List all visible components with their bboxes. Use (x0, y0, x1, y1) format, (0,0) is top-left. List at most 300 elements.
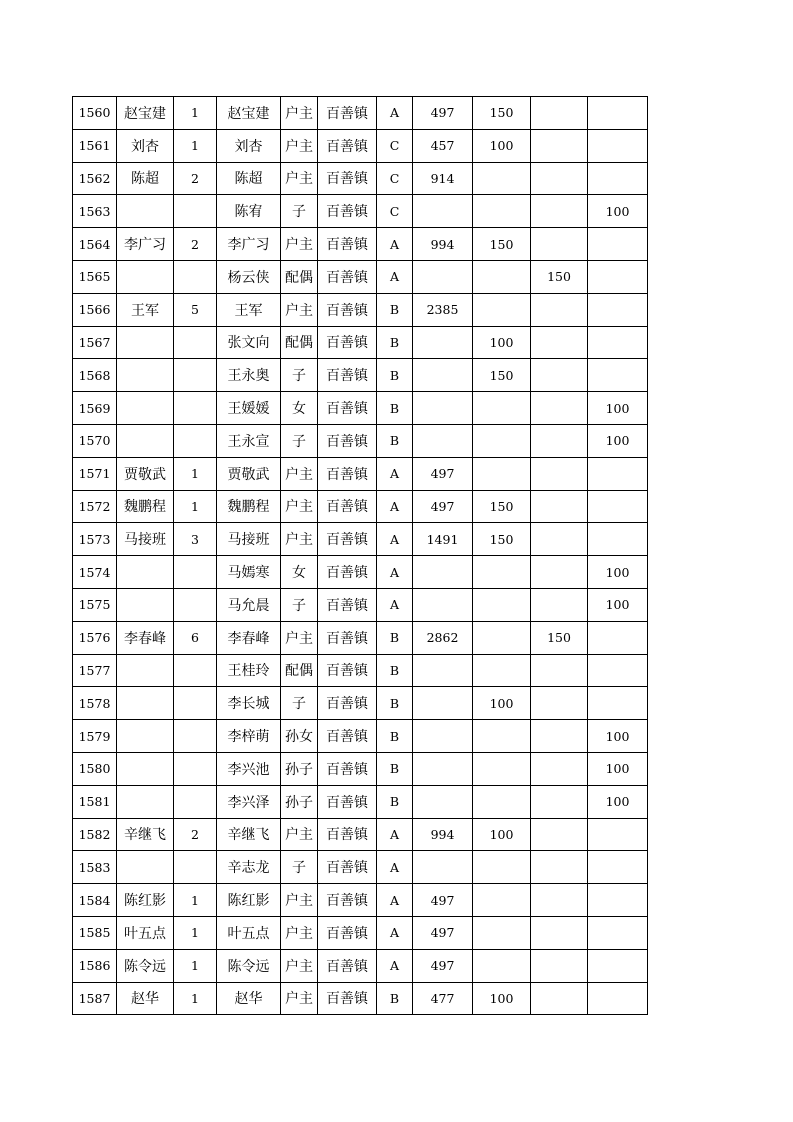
amount-col2-cell (531, 687, 588, 720)
member-name-cell: 杨云侠 (217, 260, 281, 293)
household-size-cell (174, 687, 217, 720)
household-size-cell: 6 (174, 621, 217, 654)
amount-col3-cell: 100 (588, 752, 648, 785)
member-name-cell: 辛志龙 (217, 851, 281, 884)
category-cell: A (377, 490, 413, 523)
household-size-cell: 1 (174, 490, 217, 523)
household-head-cell (117, 392, 174, 425)
table-row (73, 326, 648, 359)
household-head-cell: 陈超 (117, 162, 174, 195)
household-head-cell: 李春峰 (117, 621, 174, 654)
town-cell: 百善镇 (318, 884, 377, 917)
amount-col2-cell (531, 228, 588, 261)
amount-col2-cell (531, 293, 588, 326)
household-size-cell (174, 588, 217, 621)
relation-cell: 户主 (281, 97, 318, 130)
amount-total-cell (413, 752, 473, 785)
amount-total-cell (413, 720, 473, 753)
member-name-cell: 李春峰 (217, 621, 281, 654)
amount-col3-cell (588, 982, 648, 1015)
member-name-cell: 刘杏 (217, 129, 281, 162)
category-cell: B (377, 785, 413, 818)
category-cell: A (377, 228, 413, 261)
table-row (73, 490, 648, 523)
amount-col2-cell: 150 (531, 260, 588, 293)
table-row (73, 556, 648, 589)
serial-cell: 1576 (73, 621, 117, 654)
town-cell: 百善镇 (318, 949, 377, 982)
amount-col3-cell (588, 916, 648, 949)
amount-col2-cell (531, 982, 588, 1015)
amount-col1-cell: 100 (473, 818, 531, 851)
amount-col2-cell (531, 490, 588, 523)
table-row (73, 97, 648, 130)
table-row (73, 884, 648, 917)
member-name-cell: 王永宣 (217, 424, 281, 457)
town-cell: 百善镇 (318, 424, 377, 457)
amount-col1-cell (473, 392, 531, 425)
household-head-cell: 叶五点 (117, 916, 174, 949)
town-cell: 百善镇 (318, 523, 377, 556)
relation-cell: 子 (281, 588, 318, 621)
town-cell: 百善镇 (318, 195, 377, 228)
amount-col2-cell (531, 884, 588, 917)
amount-col1-cell: 100 (473, 687, 531, 720)
relation-cell: 户主 (281, 228, 318, 261)
amount-total-cell (413, 326, 473, 359)
relation-cell: 子 (281, 195, 318, 228)
amount-total-cell (413, 851, 473, 884)
relation-cell: 户主 (281, 523, 318, 556)
household-head-cell (117, 359, 174, 392)
amount-col1-cell: 150 (473, 97, 531, 130)
amount-col3-cell (588, 326, 648, 359)
household-head-cell: 王军 (117, 293, 174, 326)
serial-cell: 1566 (73, 293, 117, 326)
table-row (73, 752, 648, 785)
table-row (73, 162, 648, 195)
amount-total-cell: 457 (413, 129, 473, 162)
household-size-cell: 2 (174, 162, 217, 195)
household-head-cell (117, 424, 174, 457)
serial-cell: 1568 (73, 359, 117, 392)
category-cell: A (377, 457, 413, 490)
serial-cell: 1584 (73, 884, 117, 917)
town-cell: 百善镇 (318, 982, 377, 1015)
household-size-cell: 1 (174, 129, 217, 162)
amount-total-cell (413, 654, 473, 687)
amount-col2-cell (531, 326, 588, 359)
serial-cell: 1562 (73, 162, 117, 195)
amount-col3-cell: 100 (588, 785, 648, 818)
category-cell: A (377, 556, 413, 589)
member-name-cell: 马嫣寒 (217, 556, 281, 589)
member-name-cell: 马允晨 (217, 588, 281, 621)
amount-total-cell: 477 (413, 982, 473, 1015)
serial-cell: 1560 (73, 97, 117, 130)
amount-total-cell: 2385 (413, 293, 473, 326)
table-row (73, 916, 648, 949)
amount-col3-cell (588, 818, 648, 851)
member-name-cell: 李梓萌 (217, 720, 281, 753)
table-row (73, 424, 648, 457)
amount-col3-cell (588, 851, 648, 884)
amount-total-cell: 914 (413, 162, 473, 195)
category-cell: C (377, 162, 413, 195)
serial-cell: 1563 (73, 195, 117, 228)
category-cell: B (377, 687, 413, 720)
town-cell: 百善镇 (318, 851, 377, 884)
household-head-cell (117, 720, 174, 753)
member-name-cell: 张文向 (217, 326, 281, 359)
member-name-cell: 王桂玲 (217, 654, 281, 687)
household-head-cell: 贾敬武 (117, 457, 174, 490)
table-row (73, 195, 648, 228)
amount-total-cell (413, 424, 473, 457)
relation-cell: 户主 (281, 982, 318, 1015)
amount-col2-cell (531, 916, 588, 949)
household-head-cell (117, 654, 174, 687)
relation-cell: 户主 (281, 457, 318, 490)
amount-col3-cell (588, 260, 648, 293)
amount-col1-cell (473, 851, 531, 884)
category-cell: B (377, 424, 413, 457)
table-row (73, 720, 648, 753)
serial-cell: 1561 (73, 129, 117, 162)
relation-cell: 户主 (281, 621, 318, 654)
amount-total-cell (413, 195, 473, 228)
amount-total-cell: 497 (413, 884, 473, 917)
relation-cell: 孙子 (281, 785, 318, 818)
relation-cell: 子 (281, 851, 318, 884)
relation-cell: 配偶 (281, 326, 318, 359)
relation-cell: 户主 (281, 916, 318, 949)
amount-col2-cell (531, 195, 588, 228)
amount-total-cell (413, 260, 473, 293)
category-cell: A (377, 818, 413, 851)
amount-col1-cell (473, 162, 531, 195)
category-cell: A (377, 97, 413, 130)
household-head-cell: 陈令远 (117, 949, 174, 982)
relation-cell: 户主 (281, 490, 318, 523)
amount-total-cell (413, 785, 473, 818)
amount-col2-cell (531, 851, 588, 884)
category-cell: B (377, 752, 413, 785)
amount-col3-cell (588, 162, 648, 195)
amount-total-cell: 497 (413, 97, 473, 130)
serial-cell: 1581 (73, 785, 117, 818)
serial-cell: 1571 (73, 457, 117, 490)
table-row (73, 949, 648, 982)
serial-cell: 1575 (73, 588, 117, 621)
household-head-cell (117, 326, 174, 359)
amount-col2-cell (531, 359, 588, 392)
relation-cell: 配偶 (281, 260, 318, 293)
category-cell: A (377, 523, 413, 556)
town-cell: 百善镇 (318, 129, 377, 162)
town-cell: 百善镇 (318, 457, 377, 490)
relation-cell: 户主 (281, 818, 318, 851)
category-cell: C (377, 195, 413, 228)
amount-col1-cell (473, 720, 531, 753)
amount-col1-cell (473, 785, 531, 818)
household-head-cell: 马接班 (117, 523, 174, 556)
member-name-cell: 马接班 (217, 523, 281, 556)
amount-col3-cell: 100 (588, 195, 648, 228)
amount-col1-cell: 100 (473, 326, 531, 359)
town-cell: 百善镇 (318, 621, 377, 654)
household-head-cell: 陈红影 (117, 884, 174, 917)
town-cell: 百善镇 (318, 785, 377, 818)
serial-cell: 1570 (73, 424, 117, 457)
serial-cell: 1564 (73, 228, 117, 261)
category-cell: B (377, 621, 413, 654)
table-row (73, 851, 648, 884)
amount-col3-cell: 100 (588, 392, 648, 425)
table-row (73, 392, 648, 425)
amount-col3-cell (588, 97, 648, 130)
member-name-cell: 贾敬武 (217, 457, 281, 490)
serial-cell: 1572 (73, 490, 117, 523)
amount-col1-cell (473, 457, 531, 490)
amount-total-cell (413, 359, 473, 392)
amount-col2-cell (531, 720, 588, 753)
town-cell: 百善镇 (318, 260, 377, 293)
household-size-cell: 1 (174, 457, 217, 490)
serial-cell: 1573 (73, 523, 117, 556)
household-size-cell (174, 720, 217, 753)
member-name-cell: 辛继飞 (217, 818, 281, 851)
town-cell: 百善镇 (318, 588, 377, 621)
amount-col3-cell (588, 129, 648, 162)
household-size-cell (174, 260, 217, 293)
household-size-cell (174, 556, 217, 589)
amount-col3-cell (588, 884, 648, 917)
category-cell: A (377, 916, 413, 949)
relation-cell: 孙子 (281, 752, 318, 785)
serial-cell: 1578 (73, 687, 117, 720)
table-row (73, 228, 648, 261)
household-size-cell (174, 654, 217, 687)
serial-cell: 1569 (73, 392, 117, 425)
table-body (73, 97, 648, 1015)
town-cell: 百善镇 (318, 916, 377, 949)
member-name-cell: 李兴池 (217, 752, 281, 785)
amount-col2-cell (531, 97, 588, 130)
town-cell: 百善镇 (318, 97, 377, 130)
town-cell: 百善镇 (318, 752, 377, 785)
amount-col1-cell (473, 949, 531, 982)
town-cell: 百善镇 (318, 654, 377, 687)
amount-col1-cell: 150 (473, 359, 531, 392)
member-name-cell: 赵华 (217, 982, 281, 1015)
category-cell: C (377, 129, 413, 162)
category-cell: B (377, 982, 413, 1015)
member-name-cell: 王媛媛 (217, 392, 281, 425)
relation-cell: 子 (281, 687, 318, 720)
amount-total-cell: 497 (413, 490, 473, 523)
household-size-cell (174, 851, 217, 884)
member-name-cell: 李广习 (217, 228, 281, 261)
town-cell: 百善镇 (318, 818, 377, 851)
amount-total-cell: 994 (413, 818, 473, 851)
serial-cell: 1583 (73, 851, 117, 884)
table-row (73, 982, 648, 1015)
amount-col1-cell: 150 (473, 228, 531, 261)
category-cell: B (377, 392, 413, 425)
relation-cell: 孙女 (281, 720, 318, 753)
member-name-cell: 魏鹏程 (217, 490, 281, 523)
amount-col1-cell (473, 260, 531, 293)
town-cell: 百善镇 (318, 162, 377, 195)
category-cell: B (377, 326, 413, 359)
category-cell: B (377, 654, 413, 687)
serial-cell: 1567 (73, 326, 117, 359)
table-row (73, 293, 648, 326)
household-size-cell: 2 (174, 818, 217, 851)
allowance-table (72, 96, 648, 1015)
member-name-cell: 赵宝建 (217, 97, 281, 130)
member-name-cell: 叶五点 (217, 916, 281, 949)
town-cell: 百善镇 (318, 359, 377, 392)
relation-cell: 户主 (281, 162, 318, 195)
category-cell: B (377, 359, 413, 392)
relation-cell: 户主 (281, 884, 318, 917)
amount-col1-cell: 150 (473, 523, 531, 556)
amount-col3-cell (588, 687, 648, 720)
table-row (73, 359, 648, 392)
relation-cell: 女 (281, 556, 318, 589)
household-head-cell: 辛继飞 (117, 818, 174, 851)
amount-col3-cell (588, 293, 648, 326)
household-head-cell (117, 260, 174, 293)
town-cell: 百善镇 (318, 392, 377, 425)
serial-cell: 1577 (73, 654, 117, 687)
amount-col3-cell: 100 (588, 588, 648, 621)
household-size-cell: 2 (174, 228, 217, 261)
table-row (73, 457, 648, 490)
amount-col3-cell: 100 (588, 720, 648, 753)
amount-col3-cell (588, 457, 648, 490)
amount-col1-cell (473, 916, 531, 949)
amount-col2-cell (531, 752, 588, 785)
category-cell: A (377, 260, 413, 293)
table-row (73, 687, 648, 720)
member-name-cell: 王永奥 (217, 359, 281, 392)
amount-col3-cell (588, 523, 648, 556)
town-cell: 百善镇 (318, 556, 377, 589)
amount-col2-cell (531, 129, 588, 162)
household-head-cell: 李广习 (117, 228, 174, 261)
household-size-cell (174, 326, 217, 359)
serial-cell: 1565 (73, 260, 117, 293)
member-name-cell: 陈宥 (217, 195, 281, 228)
serial-cell: 1582 (73, 818, 117, 851)
household-size-cell: 1 (174, 884, 217, 917)
amount-total-cell (413, 588, 473, 621)
relation-cell: 户主 (281, 293, 318, 326)
amount-col1-cell: 100 (473, 129, 531, 162)
member-name-cell: 陈红影 (217, 884, 281, 917)
amount-col2-cell (531, 162, 588, 195)
household-head-cell (117, 752, 174, 785)
amount-col1-cell: 150 (473, 490, 531, 523)
serial-cell: 1585 (73, 916, 117, 949)
household-head-cell: 赵华 (117, 982, 174, 1015)
table-row (73, 588, 648, 621)
amount-col2-cell (531, 654, 588, 687)
amount-col3-cell (588, 490, 648, 523)
relation-cell: 户主 (281, 129, 318, 162)
table-row (73, 785, 648, 818)
member-name-cell: 李长城 (217, 687, 281, 720)
amount-col2-cell (531, 556, 588, 589)
category-cell: A (377, 851, 413, 884)
category-cell: B (377, 293, 413, 326)
amount-col2-cell: 150 (531, 621, 588, 654)
category-cell: B (377, 720, 413, 753)
household-head-cell: 刘杏 (117, 129, 174, 162)
amount-col2-cell (531, 785, 588, 818)
household-head-cell (117, 785, 174, 818)
household-size-cell: 1 (174, 949, 217, 982)
town-cell: 百善镇 (318, 720, 377, 753)
amount-total-cell: 497 (413, 949, 473, 982)
household-head-cell (117, 195, 174, 228)
table-row (73, 654, 648, 687)
household-size-cell (174, 785, 217, 818)
serial-cell: 1574 (73, 556, 117, 589)
amount-col3-cell: 100 (588, 424, 648, 457)
amount-col3-cell (588, 949, 648, 982)
table-row (73, 260, 648, 293)
amount-col3-cell (588, 621, 648, 654)
household-size-cell: 5 (174, 293, 217, 326)
amount-col2-cell (531, 949, 588, 982)
serial-cell: 1587 (73, 982, 117, 1015)
serial-cell: 1586 (73, 949, 117, 982)
amount-total-cell: 497 (413, 916, 473, 949)
relation-cell: 配偶 (281, 654, 318, 687)
household-size-cell (174, 359, 217, 392)
town-cell: 百善镇 (318, 326, 377, 359)
table-row (73, 523, 648, 556)
household-size-cell: 3 (174, 523, 217, 556)
category-cell: A (377, 588, 413, 621)
amount-col1-cell (473, 884, 531, 917)
household-head-cell: 魏鹏程 (117, 490, 174, 523)
amount-col1-cell (473, 752, 531, 785)
amount-col1-cell (473, 195, 531, 228)
category-cell: A (377, 884, 413, 917)
amount-col2-cell (531, 392, 588, 425)
household-size-cell: 1 (174, 982, 217, 1015)
amount-col2-cell (531, 588, 588, 621)
amount-col2-cell (531, 523, 588, 556)
amount-col1-cell (473, 621, 531, 654)
household-size-cell (174, 392, 217, 425)
household-size-cell: 1 (174, 97, 217, 130)
town-cell: 百善镇 (318, 228, 377, 261)
member-name-cell: 陈令远 (217, 949, 281, 982)
amount-col2-cell (531, 818, 588, 851)
amount-col3-cell (588, 359, 648, 392)
table-row (73, 621, 648, 654)
amount-total-cell (413, 392, 473, 425)
amount-col1-cell (473, 293, 531, 326)
household-size-cell: 1 (174, 916, 217, 949)
serial-cell: 1579 (73, 720, 117, 753)
